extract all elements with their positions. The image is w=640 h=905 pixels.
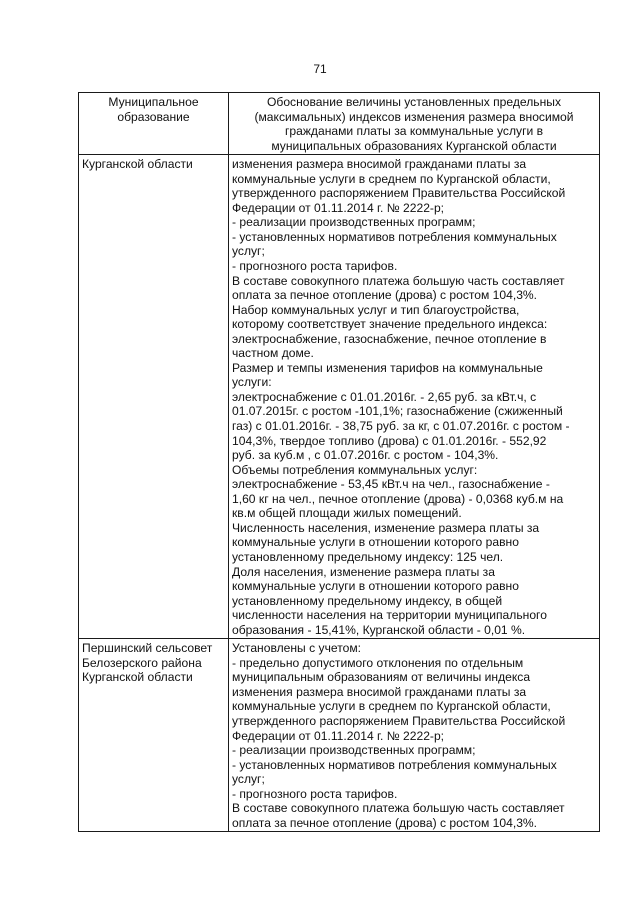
justification-line: частном доме. [232, 346, 314, 361]
justification-line: - прогнозного роста тарифов. [232, 786, 398, 801]
justification-line: услуг; [232, 772, 265, 787]
table-header-row [79, 93, 600, 155]
justification-line: образования - 15,41%, Курганской области - 0,01 %. [232, 622, 526, 637]
table-row [79, 639, 600, 832]
justification-line: кв.м общей площади жилых помещений. [232, 506, 462, 521]
justification-line: оплата за печное отопление (дрова) с ростом 104,3%. [232, 288, 538, 303]
municipality-name-line: Першинский сельсовет [82, 641, 213, 656]
header-col1-line: образование [117, 109, 190, 124]
justification-line: изменения размера вносимой гражданами платы за [232, 684, 527, 699]
justification-line: коммунальные услуги в среднем по Курганской области, [232, 171, 551, 186]
justification-line: численности населения на территории муниципального [232, 608, 547, 623]
justification-line: утвержденного распоряжением Правительства Российской [232, 713, 566, 728]
justification-line: - реализации производственных программ; [232, 215, 476, 230]
justification-line: газ) с 01.01.2016г. - 38,75 руб. за кг, с 01.07.2016г. с ростом - [232, 419, 570, 434]
justification-line: Объемы потребления коммунальных услуг: [232, 462, 478, 477]
justification-line: электроснабжение - 53,45 кВт.ч на чел., газоснабжение - [232, 477, 550, 492]
municipality-name-cell [79, 155, 229, 639]
justification-line: руб. за куб.м , с 01.07.2016г. с ростом - 104,3%. [232, 448, 499, 463]
justification-line: - прогнозного роста тарифов. [232, 259, 398, 274]
municipal-index-table [78, 92, 600, 832]
header-col2-line: муниципальных образованиях Курганской области [271, 138, 557, 153]
header-col2-line: (максимальных) индексов изменения размера вносимой [254, 109, 574, 124]
justification-line: которому соответствует значение предельного индекса: [232, 317, 548, 332]
header-col2-line: Обоснование величины установленных предельных [266, 95, 562, 109]
justification-line: Установлены с учетом: [232, 641, 361, 656]
justification-line: электроснабжение с 01.01.2016г. - 2,65 руб. за кВт.ч, с [232, 389, 537, 404]
justification-line: Федерации от 01.11.2014 г. № 2222-р; [232, 728, 445, 743]
justification-cell [229, 639, 600, 832]
justification-line: установленному предельному индексу, в общей [232, 593, 503, 608]
justification-line: Размер и темпы изменения тарифов на коммунальные [232, 360, 543, 375]
justification-line: В составе совокупного платежа большую часть составляет [232, 273, 565, 288]
justification-line: изменения размера вносимой гражданами платы за [232, 157, 527, 172]
municipality-name-line: Курганской области [82, 670, 193, 685]
municipality-name-cell [79, 639, 229, 832]
justification-line: услуги: [232, 375, 272, 390]
justification-line: электроснабжение, газоснабжение, печное отопление в [232, 331, 547, 346]
municipality-name-line: Курганской области [82, 157, 193, 172]
justification-line: 104,3%, твердое топливо (дрова) с 01.01.2016г. - 552,92 [232, 433, 547, 448]
justification-line: - установленных нормативов потребления коммунальных [232, 757, 557, 772]
justification-line: Федерации от 01.11.2014 г. № 2222-р; [232, 200, 445, 215]
justification-cell [229, 155, 600, 639]
justification-line: В составе совокупного платежа большую часть составляет [232, 801, 565, 816]
justification-line: Численность населения, изменение размера платы за [232, 520, 540, 535]
justification-line: утвержденного распоряжением Правительства Российской [232, 186, 566, 201]
justification-line: - установленных нормативов потребления коммунальных [232, 229, 557, 244]
justification-line: коммунальные услуги в среднем по Курганской области, [232, 699, 551, 714]
table-body [79, 155, 600, 832]
header-justification [229, 93, 600, 155]
justification-line: 01.07.2015г. с ростом -101,1%; газоснабжение (сжиженный [232, 404, 563, 419]
justification-line: - реализации производственных программ; [232, 743, 476, 758]
justification-line: коммунальные услуги в отношении которого равно [232, 535, 519, 550]
page-number: 71 [313, 62, 327, 76]
justification-line: - предельно допустимого отклонения по отдельным [232, 655, 524, 670]
municipality-name-line: Белозерского района [82, 655, 202, 670]
justification-line: Набор коммунальных услуг и тип благоустройства, [232, 302, 520, 317]
justification-line: Доля населения, изменение размера платы за [232, 564, 495, 579]
justification-line: муниципальным образованиям от величины индекса [232, 670, 531, 685]
header-col1-line: Муниципальное [108, 95, 199, 109]
justification-line: коммунальные услуги в отношении которого равно [232, 579, 519, 594]
justification-line: 1,60 кг на чел., печное отопление (дрова) - 0,0368 куб.м на [232, 491, 564, 506]
table-row [79, 155, 600, 639]
justification-line: услуг; [232, 244, 265, 259]
justification-line: установленному предельному индексу: 125 чел. [232, 549, 504, 564]
header-municipality [79, 93, 229, 155]
justification-line: оплата за печное отопление (дрова) с ростом 104,3%. [232, 815, 538, 830]
header-col2-line: гражданами платы за коммунальные услуги в [284, 124, 544, 139]
